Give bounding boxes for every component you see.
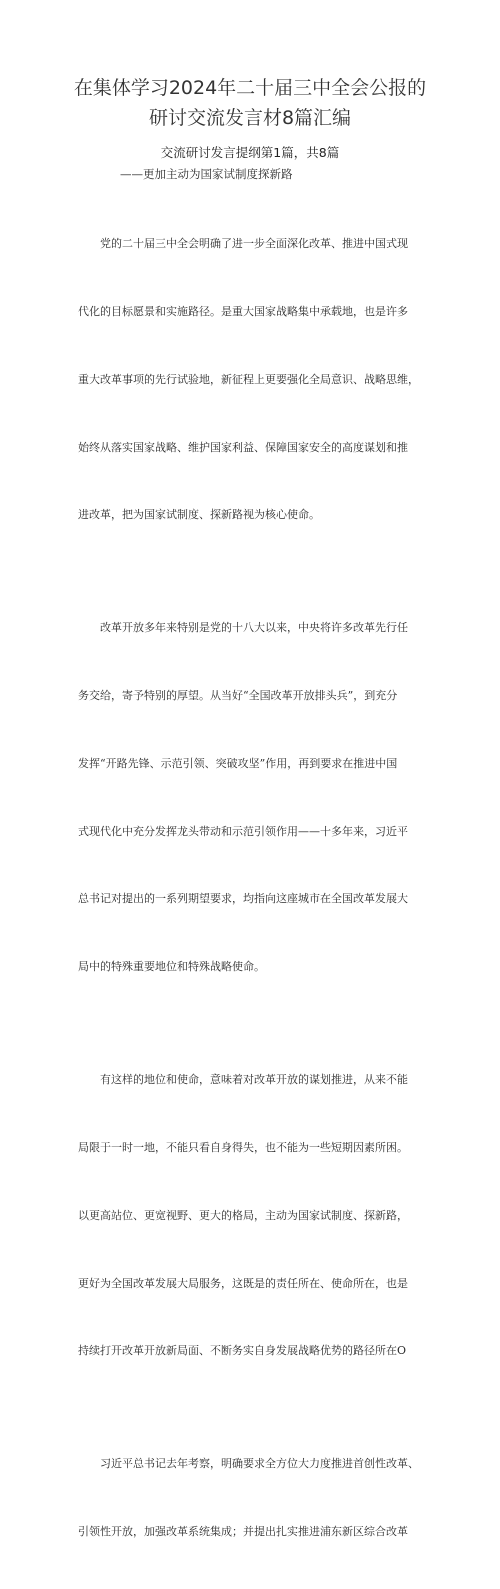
paragraph-line: 更好为全国改革发展大局服务，这既是的责任所在、使命所在，也是 <box>78 1276 408 1290</box>
body-text <box>78 188 430 1589</box>
paragraph <box>78 1024 430 1408</box>
paragraph-line: 有这样的地位和使命，意味着对改革开放的谋划推进，从来不能 <box>100 1073 408 1087</box>
paragraph <box>78 188 430 572</box>
paragraph-line: 引领性开放，加强改革系统集成；并提出扎实推进浦东新区综合改革 <box>78 1525 408 1539</box>
paragraph-line: 以更高站位、更宽视野、更大的格局，主动为国家试制度、探新路， <box>78 1208 408 1222</box>
paragraph-line: 务交给，寄予特别的厚望。从当好“全国改革开放排头兵”，到充分 <box>78 689 398 703</box>
paragraph-line: 进改革，把为国家试制度、探新路视为核心使命。 <box>78 508 320 522</box>
document-title <box>40 73 460 133</box>
paragraph-line: 重大改革事项的先行试验地，新征程上更要强化全局意识、战略思维， <box>78 372 419 386</box>
paragraph-line: 发挥“开路先锋、示范引领、突破攻坚”作用，再到要求在推进中国 <box>78 756 398 770</box>
document-title-line-2: 研讨交流发言材8篇汇编 <box>148 106 352 129</box>
paragraph-line: 持续打开改革开放新局面、不断务实自身发展战略优势的路径所在O <box>78 1344 407 1358</box>
paragraph-line: 局中的特殊重要地位和特殊战略使命。 <box>78 960 265 974</box>
paragraph-line: 代化的目标愿景和实施路径。是重大国家战略集中承载地，也是许多 <box>78 304 408 318</box>
section-subtitle: ——更加主动为国家试制度探新路 <box>120 167 293 181</box>
paragraph-line: 党的二十届三中全会明确了进一步全面深化改革、推进中国式现 <box>100 237 408 251</box>
paragraph-line: 改革开放多年来特别是党的十八大以来，中央将许多改革先行任 <box>100 621 408 635</box>
paragraph-line: 习近平总书记去年考察，明确要求全方位大力度推进首创性改革、 <box>100 1457 419 1471</box>
paragraph-line: 始终从落实国家战略、维护国家利益、保障国家安全的高度谋划和推 <box>78 440 408 454</box>
section-heading: 交流研讨发言提纲第1篇，共8篇 <box>160 145 340 160</box>
paragraph-line: 总书记对提出的一系列期望要求，均指向这座城市在全国改革发展大 <box>78 892 408 906</box>
paragraph <box>78 1408 430 1589</box>
paragraph <box>78 572 430 1024</box>
paragraph-line: 局限于一时一地，不能只看自身得失，也不能为一些短期因素所困。 <box>78 1140 408 1154</box>
document-title-line-1: 在集体学习2024年二十届三中全会公报的 <box>73 76 427 99</box>
paragraph-line: 式现代化中充分发挥龙头带动和示范引领作用——十多年来，习近平 <box>78 824 408 838</box>
